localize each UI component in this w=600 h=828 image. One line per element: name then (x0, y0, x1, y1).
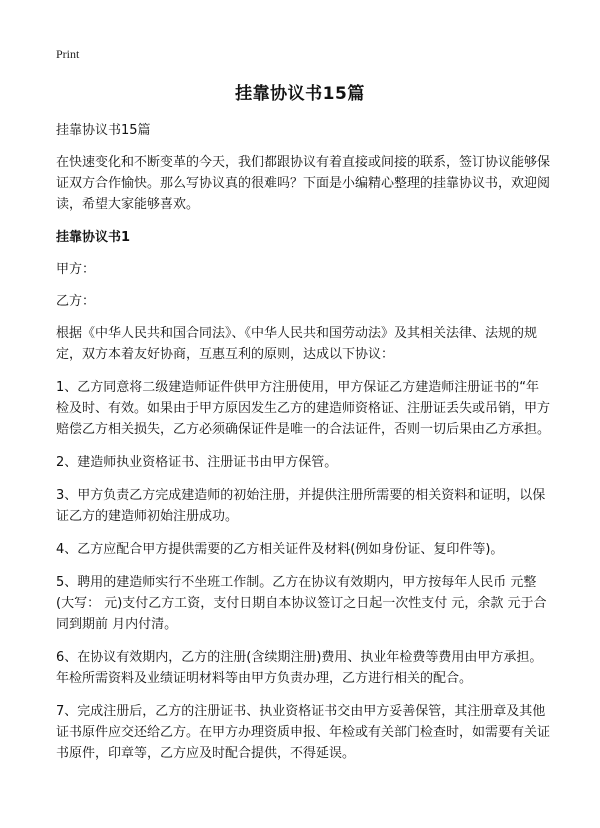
clause-1: 1、乙方同意将二级建造师证件供甲方注册使用，甲方保证乙方建造师注册证书的“年检及时、有效。如果由于甲方原因发生乙方的建造师资格证、注册证丢失或吊销，甲方赔偿乙方相关损失，乙方必须确保证件是唯一的合法证件，否则一切后果由乙方承担。 (56, 380, 551, 437)
section-heading: 挂靠协议书1 (56, 230, 131, 245)
document-title: 挂靠协议书15篇 (235, 84, 365, 104)
preamble-paragraph: 根据《中华人民共和国合同法》、《中华人民共和国劳动法》及其相关法律、法规的规定，双方本着友好协商，互惠互利的原则，达成以下协议： (56, 326, 538, 362)
clause-6: 6、在协议有效期内，乙方的注册(含续期注册)费用、执业年检费等费用由甲方承担。年检所需资料及业绩证明材料等由甲方负责办理，乙方进行相关的配合。 (56, 650, 543, 686)
party-a-field: 甲方： (56, 262, 96, 277)
clause-2: 2、建造师执业资格证书、注册证书由甲方保管。 (56, 455, 338, 470)
party-b-field: 乙方： (56, 294, 96, 309)
print-label: Print (56, 47, 80, 61)
document-body (56, 120, 551, 776)
document-subtitle: 挂靠协议书15篇 (56, 123, 151, 138)
clause-5: 5、聘用的建造师实行不坐班工作制。乙方在协议有效期内，甲方按每年人民币 元整(大写： 元)支付乙方工资，支付日期自本协议签订之日起一次性支付 元，余款 元于合同到期前 月内付清。 (56, 575, 547, 632)
intro-paragraph: 在快速变化和不断变革的今天，我们都跟协议有着直接或间接的联系，签订协议能够保证双方合作愉快。那么写协议真的很难吗？下面是小编精心整理的挂靠协议书，欢迎阅读，希望大家能够喜欢。 (56, 155, 551, 212)
clause-3: 3、甲方负责乙方完成建造师的初始注册，并提供注册所需要的相关资料和证明，以保证乙方的建造师初始注册成功。 (56, 488, 546, 524)
clause-4: 4、乙方应配合甲方提供需要的乙方相关证件及材料(例如身份证、复印件等)。 (56, 542, 504, 557)
clause-7: 7、完成注册后，乙方的注册证书、执业资格证书交由甲方妥善保管，其注册章及其他证书原件应交还给乙方。在甲方办理资质申报、年检或有关部门检查时，如需要有关证书原件，印章等，乙方应及时配合提供，不得延误。 (56, 704, 551, 761)
